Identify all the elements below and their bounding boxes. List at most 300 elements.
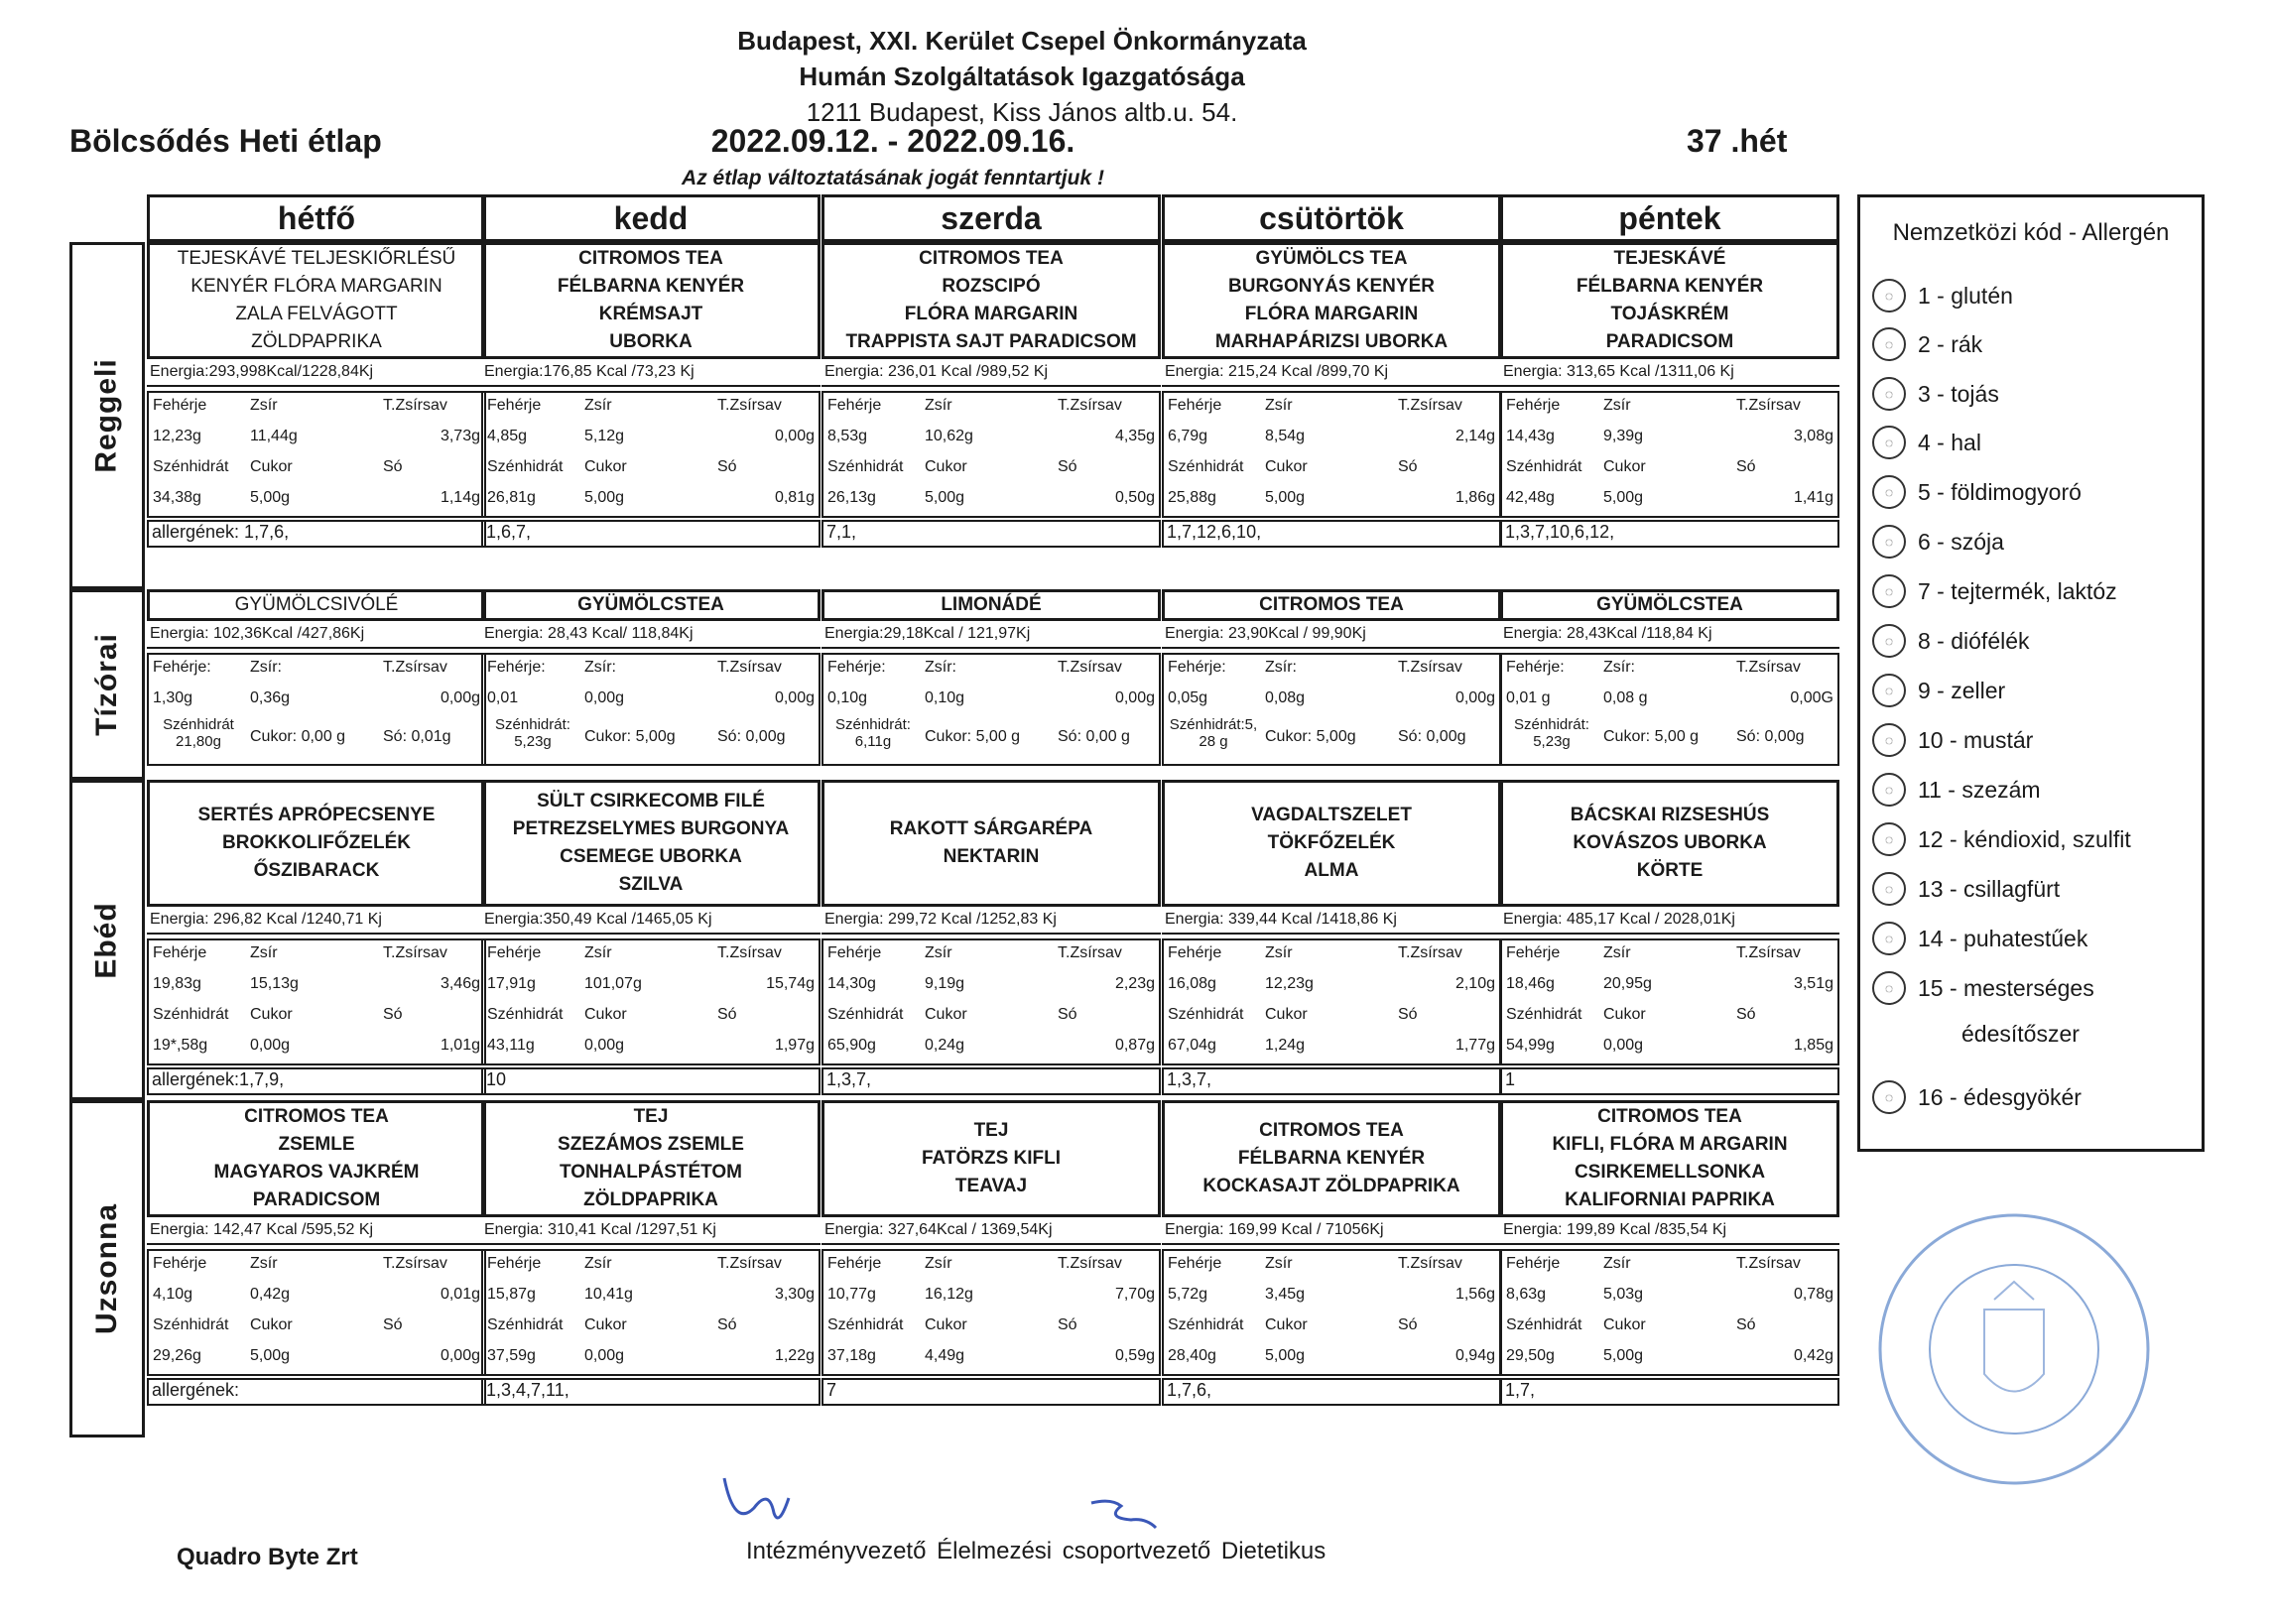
legend-item — [1872, 723, 2033, 757]
nutrition-cell: Cukor: 5,00 g — [1603, 728, 1700, 745]
dish-reggeli-0 — [147, 242, 486, 359]
nutrition-cell: T.Zsírsav — [1736, 397, 1801, 414]
allergens-ebed-2: 1,3,7, — [821, 1067, 1161, 1095]
legend-item — [1872, 773, 2041, 807]
nutrition-cell: Só — [1058, 458, 1077, 475]
nutrition-cell: 65,90g — [827, 1037, 876, 1054]
nutrition-cell: 43,11g — [487, 1037, 535, 1054]
nutrition-cell: 5,72g — [1168, 1286, 1208, 1303]
egg-icon: ◌ — [1872, 377, 1906, 411]
energy-uzsonna-1: Energia: 310,41 Kcal /1297,51 Kj — [481, 1221, 821, 1245]
nutrition-cell: Só — [1736, 458, 1756, 475]
legend-item — [1872, 872, 2060, 906]
nutrition-cell: Só — [1058, 1316, 1077, 1333]
allergens-uzsonna-4: 1,7, — [1500, 1378, 1839, 1406]
nutrition-cell: 26,13g — [827, 489, 876, 506]
dish-tizorai-2 — [821, 589, 1161, 621]
nutrition-row — [823, 686, 1159, 713]
nutrition-cell: 0,08g — [1265, 689, 1306, 706]
dish-line: RAKOTT SÁRGARÉPA — [889, 818, 1093, 839]
nutrition-cell: 0,00g — [584, 689, 625, 706]
nutrition-row — [149, 1033, 484, 1061]
dish-line: CSIRKEMELLSONKA — [1574, 1162, 1766, 1183]
nutrition-row — [1502, 971, 1837, 999]
dish-uzsonna-0 — [147, 1100, 486, 1217]
peanut-icon: ◌ — [1872, 475, 1906, 509]
nutrition-tizorai-0 — [147, 653, 486, 766]
dish-line: CSEMEGE UBORKA — [560, 846, 742, 867]
lupin-icon: ◌ — [1872, 872, 1906, 906]
header-department: Humán Szolgáltatások Igazgatósága — [799, 62, 1245, 91]
dish-line: ZSEMLE — [278, 1134, 355, 1155]
dish-line: UBORKA — [609, 331, 693, 352]
nutrition-cell: 1,30g — [153, 689, 193, 706]
nutrition-row — [823, 1312, 1159, 1340]
nutrition-cell: Szénhidrát — [1168, 458, 1244, 475]
meal-label-text: Reggeli — [90, 358, 124, 473]
dish-line: KÖRTE — [1636, 860, 1704, 881]
nutrition-row — [1502, 485, 1837, 513]
dish-line: MAGYAROS VAJKRÉM — [213, 1162, 420, 1183]
nutrition-row — [1502, 686, 1837, 713]
nutrition-cell: 29,50g — [1506, 1347, 1555, 1364]
nutrition-cell: 2,14g — [1454, 428, 1495, 444]
nutrition-cell: Só: 0,00g — [1736, 728, 1805, 745]
nutrition-cell: T.Zsírsav — [717, 944, 782, 961]
energy-ebed-0: Energia: 296,82 Kcal /1240,71 Kj — [147, 911, 486, 935]
dish-uzsonna-3 — [1162, 1100, 1501, 1217]
dish-line: FÉLBARNA KENYÉR — [1237, 1148, 1426, 1169]
nutrition-row — [483, 1002, 819, 1030]
nutrition-row — [823, 1251, 1159, 1279]
nutrition-row — [483, 1312, 819, 1340]
legend-text: 5 - földimogyoró — [1918, 478, 2082, 505]
nutrition-row — [1502, 1251, 1837, 1279]
nutrition-cell: 12,23g — [1265, 975, 1314, 992]
dish-line: ZALA FELVÁGOTT — [235, 304, 398, 324]
header-address: 1211 Budapest, Kiss János altb.u. 54. — [806, 97, 1238, 127]
energy-tizorai-2: Energia:29,18Kcal / 121,97Kj — [821, 625, 1161, 649]
nutrition-cell: Só: 0,01g — [383, 728, 451, 745]
legend-item — [1872, 822, 2131, 856]
nutrition-cell: Fehérje — [1168, 1255, 1222, 1272]
nutrition-cell: Szénhidrát 21,80g — [163, 716, 234, 750]
nutrition-cell: Zsír — [925, 944, 952, 961]
dish-uzsonna-2 — [821, 1100, 1161, 1217]
nutrition-row — [483, 971, 819, 999]
nutrition-cell: Só — [1736, 1006, 1756, 1023]
nutrition-row — [149, 1312, 484, 1340]
signatures — [695, 1458, 1389, 1548]
nutrition-cell: Fehérje — [153, 1255, 207, 1272]
nutrition-cell: Zsír — [250, 397, 278, 414]
nutrition-cell: Cukor — [1603, 1006, 1646, 1023]
legend-item — [1872, 1080, 2082, 1114]
nutrition-reggeli-4 — [1500, 391, 1839, 518]
nutrition-ebed-2 — [821, 938, 1161, 1065]
nutrition-cell: 16,08g — [1168, 975, 1216, 992]
nutrition-row — [1502, 1312, 1837, 1340]
dish-line: LIMONÁDÉ — [941, 594, 1042, 615]
nutrition-cell: Szénhidrát — [153, 458, 229, 475]
nutrition-cell: 3,46g — [440, 975, 480, 992]
nutrition-cell: Só — [1398, 1006, 1418, 1023]
nutrition-cell: 4,10g — [153, 1286, 193, 1303]
nutrition-cell: Fehérje: — [487, 659, 546, 676]
legend-text: 8 - diófélék — [1918, 627, 2030, 654]
nutrition-cell: 17,91g — [487, 975, 536, 992]
nutrition-cell: Cukor — [1603, 458, 1646, 475]
nutrition-cell: 0,00g — [440, 1347, 480, 1364]
nutrition-cell: Szénhidrát — [827, 1006, 904, 1023]
dish-line: FÉLBARNA KENYÉR — [1576, 276, 1764, 297]
nutrition-cell: Fehérje — [487, 944, 542, 961]
nutrition-cell: T.Zsírsav — [1058, 659, 1122, 676]
nutrition-cell: T.Zsírsav — [383, 1255, 447, 1272]
nutrition-cell: 1,86g — [1454, 489, 1495, 506]
nutrition-cell: Szénhidrát — [827, 458, 904, 475]
meal-label-reggeli — [69, 242, 145, 589]
nutrition-row — [149, 393, 484, 421]
nutrition-ebed-1 — [481, 938, 821, 1065]
nutrition-row — [823, 1343, 1159, 1371]
dish-line: VAGDALTSZELET — [1251, 805, 1412, 825]
legend-text: 15 - mesterséges — [1918, 974, 2094, 1001]
legend-item — [1872, 525, 2004, 559]
nutrition-cell: 25,88g — [1168, 489, 1216, 506]
nutrition-cell: 3,51g — [1793, 975, 1833, 992]
dish-line: FATÖRZS KIFLI — [921, 1148, 1062, 1169]
nutrition-cell: 0,50g — [1114, 489, 1155, 506]
energy-tizorai-4: Energia: 28,43Kcal /118,84 Kj — [1500, 625, 1839, 649]
nutrition-cell: 67,04g — [1168, 1037, 1216, 1054]
nutrition-cell: 0,00g — [774, 689, 815, 706]
dish-line: ALMA — [1304, 860, 1359, 881]
nutrition-cell: 20,95g — [1603, 975, 1652, 992]
dish-line: KOCKASAJT ZÖLDPAPRIKA — [1202, 1176, 1460, 1196]
nutrition-cell: Szénhidrát — [1168, 1316, 1244, 1333]
nutrition-cell: 15,74g — [766, 975, 815, 992]
energy-uzsonna-4: Energia: 199,89 Kcal /835,54 Kj — [1500, 1221, 1839, 1245]
nutrition-row — [483, 1033, 819, 1061]
nutrition-cell: Cukor — [250, 1006, 293, 1023]
legend-text: 9 - zeller — [1918, 677, 2006, 703]
legend-text: 3 - tojás — [1918, 380, 1999, 407]
nutrition-cell: Zsír: — [584, 659, 616, 676]
dish-line: GYÜMÖLCSTEA — [1596, 594, 1743, 615]
nutrition-cell: Szénhidrát — [827, 1316, 904, 1333]
dish-line: ŐSZIBARACK — [253, 860, 380, 881]
nutrition-cell: 4,49g — [925, 1347, 965, 1364]
nutrition-cell: Só — [383, 1316, 403, 1333]
dish-line: KOVÁSZOS UBORKA — [1573, 832, 1767, 853]
nutrition-cell: Fehérje — [487, 1255, 542, 1272]
legend-item — [1872, 426, 1981, 459]
nutrition-cell: 1,22g — [774, 1347, 815, 1364]
legend-item — [1872, 279, 2013, 312]
dish-uzsonna-4 — [1500, 1100, 1839, 1217]
nutrition-cell: Fehérje — [827, 1255, 882, 1272]
dish-line: CITROMOS TEA — [919, 248, 1064, 269]
nutrition-ebed-3 — [1162, 938, 1501, 1065]
nutrition-cell: 29,26g — [153, 1347, 201, 1364]
nutrition-uzsonna-3 — [1162, 1249, 1501, 1376]
allergens-reggeli-3: 1,7,12,6,10, — [1162, 520, 1501, 548]
day-header-2: szerda — [821, 194, 1161, 242]
nutrition-cell: 0,00G — [1790, 689, 1833, 706]
nutrition-cell: T.Zsírsav — [1736, 659, 1801, 676]
nutrition-cell: 10,62g — [925, 428, 973, 444]
nutrition-row — [483, 1251, 819, 1279]
nutrition-uzsonna-0 — [147, 1249, 486, 1376]
energy-ebed-4: Energia: 485,17 Kcal / 2028,01Kj — [1500, 911, 1839, 935]
legend-item — [1872, 922, 2087, 955]
nutrition-cell: Só — [717, 1316, 737, 1333]
dish-line: TOJÁSKRÉM — [1610, 304, 1729, 324]
sulphite-icon: ◌ — [1872, 822, 1906, 856]
dish-line: TEJESKÁVÉ — [1613, 248, 1726, 269]
nutrition-cell: Fehérje — [1506, 397, 1561, 414]
nutrition-row — [1502, 424, 1837, 451]
dish-line: BROKKOLIFŐZELÉK — [222, 832, 411, 853]
nutrition-cell: Szénhidrát: 6,11g — [835, 716, 911, 750]
dish-reggeli-1 — [481, 242, 821, 359]
dish-ebed-4 — [1500, 780, 1839, 907]
nutrition-cell: 10,77g — [827, 1286, 876, 1303]
company-name: Quadro Byte Zrt — [177, 1544, 358, 1570]
dish-line: KALIFORNIAI PAPRIKA — [1565, 1189, 1775, 1210]
nutrition-cell: 0,59g — [1114, 1347, 1155, 1364]
nutrition-cell: 1,56g — [1454, 1286, 1495, 1303]
nutrition-cell: Szénhidrát — [1506, 458, 1582, 475]
nutrition-cell: Szénhidrát: 5,23g — [1514, 716, 1589, 750]
legend-item — [1872, 674, 2005, 707]
nutrition-cell: Só: 0,00g — [717, 728, 786, 745]
nutrition-cell: 8,54g — [1265, 428, 1306, 444]
day-header-3: csütörtök — [1162, 194, 1501, 242]
dish-line: GYÜMÖLCS TEA — [1255, 248, 1408, 269]
nutrition-row — [1164, 940, 1499, 968]
nutrition-cell: Cukor — [250, 458, 293, 475]
nutrition-reggeli-3 — [1162, 391, 1501, 518]
nutrition-uzsonna-1 — [481, 1249, 821, 1376]
nutrition-row — [823, 971, 1159, 999]
nutrition-cell: Cukor: 0,00 g — [250, 728, 346, 745]
nutrition-cell: Zsír — [925, 397, 952, 414]
nutrition-cell: 5,00g — [250, 1347, 291, 1364]
allergens-ebed-1: 10 — [481, 1067, 821, 1095]
dish-line: NEKTARIN — [943, 846, 1040, 867]
nutrition-cell: Cukor — [1265, 1316, 1308, 1333]
nutrition-cell: 7,70g — [1114, 1286, 1155, 1303]
dish-line: TEJESKÁVÉ TELJESKIŐRLÉSŰ — [177, 248, 456, 269]
nutrition-row — [823, 1002, 1159, 1030]
nutrition-cell: 3,30g — [774, 1286, 815, 1303]
licorice-icon: ◌ — [1872, 1080, 1906, 1114]
nutrition-cell: 1,24g — [1265, 1037, 1306, 1054]
nutrition-cell: Zsír: — [250, 659, 282, 676]
energy-tizorai-0: Energia: 102,36Kcal /427,86Kj — [147, 625, 486, 649]
nutrition-cell: Cukor — [1603, 1316, 1646, 1333]
legend-text: 16 - édesgyökér — [1918, 1083, 2082, 1110]
nutrition-cell: 0,00g — [584, 1347, 625, 1364]
dish-line: GYÜMÖLCSIVÓLÉ — [234, 594, 399, 615]
nutrition-cell: 1,01g — [440, 1037, 480, 1054]
allergens-reggeli-0: allergének: 1,7,6, — [147, 520, 486, 548]
nutrition-cell: Zsír: — [1265, 659, 1297, 676]
nutrition-cell: Fehérje — [827, 944, 882, 961]
nutrition-cell: Szénhidrát — [1506, 1316, 1582, 1333]
nutrition-cell: T.Zsírsav — [1736, 1255, 1801, 1272]
nutrition-cell: Só — [1398, 1316, 1418, 1333]
nutrition-cell: Szénhidrát — [153, 1006, 229, 1023]
legend-text: 4 - hal — [1918, 429, 1981, 455]
nutrition-row — [823, 716, 1159, 760]
nutrition-row — [1164, 971, 1499, 999]
allergens-uzsonna-1: 1,3,4,7,11, — [481, 1378, 821, 1406]
nutrition-cell: 0,00g — [1454, 689, 1495, 706]
nutrition-cell: 0,00g — [250, 1037, 291, 1054]
dish-line: SZEZÁMOS ZSEMLE — [558, 1134, 744, 1155]
nutrition-cell: Szénhidrát — [487, 1316, 564, 1333]
nutrition-cell: Cukor: 5,00g — [584, 728, 676, 745]
nutrition-row — [1502, 1002, 1837, 1030]
energy-ebed-1: Energia:350,49 Kcal /1465,05 Kj — [481, 911, 821, 935]
meal-label-text: Uzsonna — [90, 1202, 124, 1335]
legend-item — [1872, 327, 1982, 361]
nutrition-row — [1164, 485, 1499, 513]
signatory-titles: Intézményvezető Élelmezési csoportvezető Dietetikus — [746, 1538, 1326, 1564]
nutrition-cell: Zsír — [925, 1255, 952, 1272]
nutrition-row — [483, 485, 819, 513]
dish-line: TEJ — [973, 1120, 1009, 1141]
nutrition-row — [823, 393, 1159, 421]
nutrition-cell: Só — [1058, 1006, 1077, 1023]
nutrition-cell: 16,12g — [925, 1286, 973, 1303]
nutrition-cell: T.Zsírsav — [717, 1255, 782, 1272]
nutrition-cell: 34,38g — [153, 489, 201, 506]
nutrition-cell: T.Zsírsav — [717, 397, 782, 414]
nutrition-cell: 28,40g — [1168, 1347, 1216, 1364]
day-header-1: kedd — [481, 194, 821, 242]
nutrition-cell: Fehérje: — [1168, 659, 1226, 676]
dish-line: TONHALPÁSTÉTOM — [559, 1162, 743, 1183]
nutrition-cell: Fehérje — [487, 397, 542, 414]
sesame-icon: ◌ — [1872, 773, 1906, 807]
legend-text: 14 - puhatestűek — [1918, 925, 2088, 951]
celery-icon: ◌ — [1872, 674, 1906, 707]
nutrition-cell: Cukor — [584, 1316, 627, 1333]
nutrition-row — [823, 655, 1159, 683]
nutrition-cell: Cukor: 5,00g — [1265, 728, 1356, 745]
legend-text: 12 - kéndioxid, szulfit — [1918, 825, 2131, 852]
nutrition-row — [149, 716, 484, 760]
nutrition-row — [1164, 716, 1499, 760]
nutrition-cell: 0,10g — [925, 689, 965, 706]
nutrition-row — [149, 1002, 484, 1030]
nutrition-row — [149, 424, 484, 451]
dish-line: PARADICSOM — [1605, 331, 1734, 352]
nutrition-cell: Zsír — [1603, 397, 1631, 414]
nutrition-row — [149, 454, 484, 482]
nutrition-cell: Zsír — [1265, 1255, 1293, 1272]
nutrition-cell: Fehérje — [1168, 397, 1222, 414]
nutrition-cell: Zsír — [584, 397, 612, 414]
nutrition-cell: Szénhidrát:5, 28 g — [1169, 716, 1258, 750]
nutrition-row — [149, 1282, 484, 1310]
nutrition-cell: Szénhidrát — [153, 1316, 229, 1333]
allergens-reggeli-4: 1,3,7,10,6,12, — [1500, 520, 1839, 548]
nutrition-cell: 4,85g — [487, 428, 528, 444]
energy-ebed-2: Energia: 299,72 Kcal /1252,83 Kj — [821, 911, 1161, 935]
date-range: 2022.09.12. - 2022.09.16. — [710, 123, 1075, 159]
nutrition-cell: 0,01g — [440, 1286, 480, 1303]
dish-line: SERTÉS APRÓPECSENYE — [197, 805, 436, 825]
menu-change-note: Az étlap változtatásának jogát fenntartjuk ! — [682, 167, 1104, 189]
dish-ebed-0 — [147, 780, 486, 907]
nutrition-row — [823, 485, 1159, 513]
dish-line: SZILVA — [618, 874, 684, 895]
milk-icon: ◌ — [1872, 574, 1906, 608]
nutrition-cell: 101,07g — [584, 975, 642, 992]
nutrition-cell: 0,01 g — [1506, 689, 1551, 706]
legend-item — [1872, 475, 2082, 509]
wheat-icon: ◌ — [1872, 279, 1906, 312]
nutrition-cell: Szénhidrát — [487, 1006, 564, 1023]
dish-line: CITROMOS TEA — [578, 248, 723, 269]
dish-line: KRÉMSAJT — [598, 304, 703, 324]
nutrition-cell: Zsír — [1265, 397, 1293, 414]
nutrition-row — [1502, 1033, 1837, 1061]
energy-uzsonna-0: Energia: 142,47 Kcal /595,52 Kj — [147, 1221, 486, 1245]
nutrition-cell: Zsír — [250, 944, 278, 961]
nutrition-cell: 1,97g — [774, 1037, 815, 1054]
nutrition-cell: Fehérje — [1168, 944, 1222, 961]
nutrition-row — [1164, 1002, 1499, 1030]
nutrition-row — [1502, 716, 1837, 760]
nutrition-cell: 2,10g — [1454, 975, 1495, 992]
dish-line: TRAPPISTA SAJT PARADICSOM — [845, 331, 1137, 352]
nutrition-cell: 4,35g — [1114, 428, 1155, 444]
legend-text: 11 - szezám — [1918, 776, 2041, 803]
nutrition-cell: 11,44g — [250, 428, 298, 444]
legend-text: 2 - rák — [1918, 330, 1983, 357]
nutrition-cell: Fehérje: — [153, 659, 211, 676]
nutrition-cell: 8,53g — [827, 428, 868, 444]
nutrition-cell: 3,73g — [440, 428, 480, 444]
dish-line: KENYÉR FLÓRA MARGARIN — [190, 276, 442, 297]
nutrition-cell: Zsír — [1265, 944, 1293, 961]
nutrition-cell: 5,03g — [1603, 1286, 1644, 1303]
nutrition-row — [1164, 454, 1499, 482]
dish-line: CITROMOS TEA — [244, 1106, 389, 1127]
dish-line: PARADICSOM — [252, 1189, 381, 1210]
dish-line: ROZSCIPÓ — [942, 276, 1041, 297]
dish-ebed-2 — [821, 780, 1161, 907]
nutrition-cell: Szénhidrát — [1168, 1006, 1244, 1023]
nut-icon: ◌ — [1872, 624, 1906, 658]
nutrition-row — [823, 940, 1159, 968]
nutrition-row — [1502, 1343, 1837, 1371]
legend-item — [1872, 377, 1999, 411]
meal-label-text: Ebéd — [90, 901, 124, 979]
nutrition-cell: 0,42g — [1793, 1347, 1833, 1364]
dish-reggeli-2 — [821, 242, 1161, 359]
nutrition-cell: 42,48g — [1506, 489, 1555, 506]
allergens-uzsonna-3: 1,7,6, — [1162, 1378, 1501, 1406]
crab-icon: ◌ — [1872, 327, 1906, 361]
dish-line: FLÓRA MARGARIN — [1244, 304, 1419, 324]
